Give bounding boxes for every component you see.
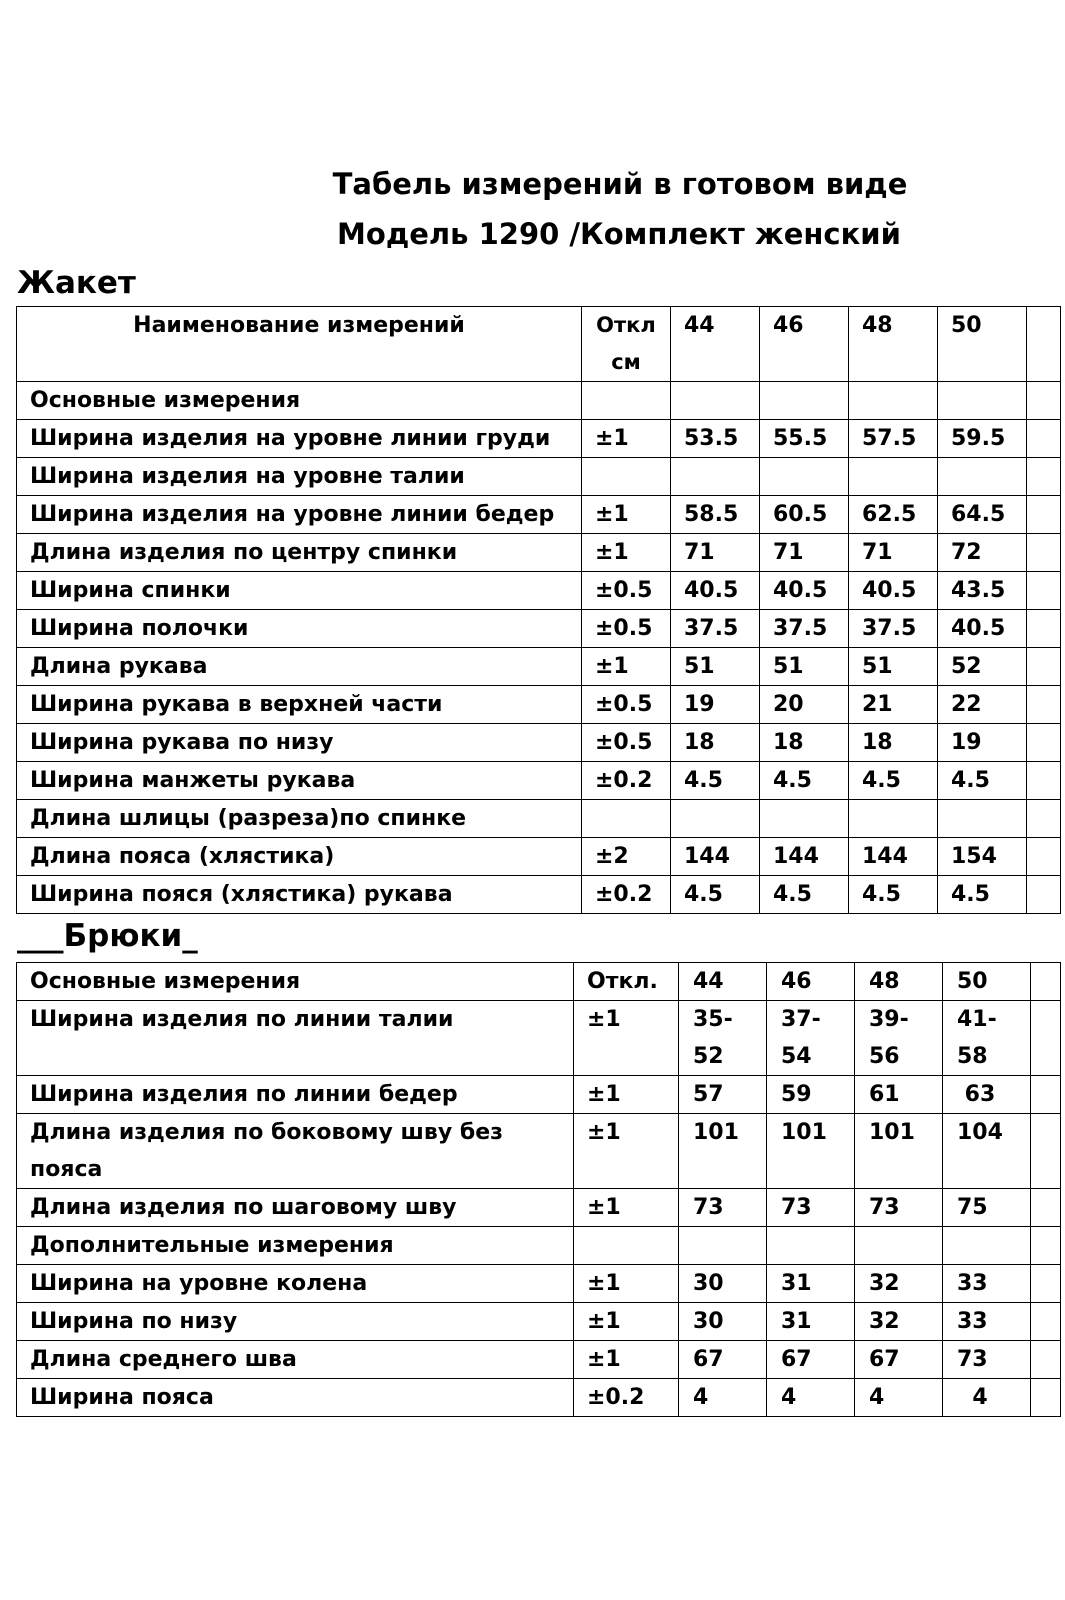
size-value: 144: [849, 838, 938, 876]
table-row: [17, 420, 1061, 458]
tolerance-cell: ±1: [582, 496, 671, 534]
tolerance-cell: ±1: [574, 1341, 679, 1379]
size-value: 51: [849, 648, 938, 686]
size-value: 71: [671, 534, 760, 572]
table-row: [17, 458, 1061, 496]
measurement-name: Длина изделия по боковому шву без пояса: [17, 1114, 574, 1189]
tolerance-cell: [574, 1227, 679, 1265]
size-value: 58.5: [671, 496, 760, 534]
size-header: 48: [855, 963, 943, 1001]
measurement-name: Ширина рукава по низу: [17, 724, 582, 762]
measurement-name: Длина среднего шва: [17, 1341, 574, 1379]
measurement-name: Ширина изделия по линии бедер: [17, 1076, 574, 1114]
size-header: 50: [943, 963, 1031, 1001]
blank-column: [1031, 1265, 1061, 1303]
size-value: [671, 458, 760, 496]
size-value: 154: [938, 838, 1027, 876]
size-value: 144: [760, 838, 849, 876]
size-value: 67: [855, 1341, 943, 1379]
size-value: [943, 1227, 1031, 1265]
size-value: 19: [671, 686, 760, 724]
size-value: 67: [679, 1341, 767, 1379]
blank-column: [1027, 724, 1061, 762]
size-value: 60.5: [760, 496, 849, 534]
size-value: [767, 1227, 855, 1265]
section-jacket-label: Жакет: [17, 265, 136, 301]
tolerance-cell: ±1: [582, 648, 671, 686]
size-value: [760, 800, 849, 838]
blank-column: [1027, 458, 1061, 496]
size-value: 75: [943, 1189, 1031, 1227]
size-value: 32: [855, 1265, 943, 1303]
measurement-name: Длина пояса (хлястика): [17, 838, 582, 876]
size-value: 33: [943, 1265, 1031, 1303]
blank-column: [1031, 1114, 1061, 1189]
size-value: 18: [849, 724, 938, 762]
blank-column: [1027, 800, 1061, 838]
blank-column: [1027, 420, 1061, 458]
size-value: 4: [679, 1379, 767, 1417]
size-value: 19: [938, 724, 1027, 762]
size-value: 18: [760, 724, 849, 762]
size-value: 35- 52: [679, 1001, 767, 1076]
table-row: [17, 876, 1061, 914]
size-header: 46: [760, 307, 849, 382]
blank-column: [1027, 610, 1061, 648]
table-row: [17, 1227, 1061, 1265]
size-value: 4: [767, 1379, 855, 1417]
tolerance-cell: ±0.5: [582, 572, 671, 610]
blank-column: [1027, 648, 1061, 686]
table-row: [17, 838, 1061, 876]
size-value: 37.5: [849, 610, 938, 648]
blank-column: [1031, 963, 1061, 1001]
tolerance-header-line2: см: [611, 350, 641, 374]
column-header-name: Основные измерения: [17, 963, 574, 1001]
tolerance-cell: ±0.5: [582, 686, 671, 724]
measurement-name: Ширина на уровне колена: [17, 1265, 574, 1303]
size-value: 64.5: [938, 496, 1027, 534]
table-row: [17, 1379, 1061, 1417]
size-value: 37.5: [760, 610, 849, 648]
size-value: [938, 458, 1027, 496]
size-value: 4.5: [938, 876, 1027, 914]
measurement-name: Длина рукава: [17, 648, 582, 686]
pants-header-row: [17, 963, 1061, 1001]
size-value: [849, 382, 938, 420]
tolerance-cell: ±1: [574, 1303, 679, 1341]
size-value: 40.5: [849, 572, 938, 610]
table-row: [17, 800, 1061, 838]
blank-column: [1027, 686, 1061, 724]
size-value: 53.5: [671, 420, 760, 458]
jacket-header-row: [17, 307, 1061, 382]
size-value: 73: [943, 1341, 1031, 1379]
size-value: 4.5: [938, 762, 1027, 800]
size-value: 73: [767, 1189, 855, 1227]
size-value: 4.5: [671, 762, 760, 800]
blank-column: [1027, 762, 1061, 800]
size-value: 32: [855, 1303, 943, 1341]
size-value: 67: [767, 1341, 855, 1379]
size-header: 44: [671, 307, 760, 382]
size-value: 40.5: [760, 572, 849, 610]
blank-column: [1031, 1303, 1061, 1341]
table-row: [17, 382, 1061, 420]
size-value: 73: [855, 1189, 943, 1227]
size-header: 44: [679, 963, 767, 1001]
size-value: 40.5: [671, 572, 760, 610]
tolerance-cell: ±1: [582, 534, 671, 572]
size-value: 43.5: [938, 572, 1027, 610]
pants-measurements-table: [16, 962, 1061, 1417]
size-value: 41- 58: [943, 1001, 1031, 1076]
blank-column: [1031, 1189, 1061, 1227]
size-value: 71: [849, 534, 938, 572]
measurement-name: Дополнительные измерения: [17, 1227, 574, 1265]
tolerance-cell: ±0.5: [582, 724, 671, 762]
column-header-tolerance: Откл.: [574, 963, 679, 1001]
size-value: 57.5: [849, 420, 938, 458]
size-value: 4: [855, 1379, 943, 1417]
size-value: 4: [943, 1379, 1031, 1417]
size-value: 21: [849, 686, 938, 724]
table-row: [17, 648, 1061, 686]
size-value: [671, 382, 760, 420]
measurement-name: Ширина по низу: [17, 1303, 574, 1341]
size-header: 46: [767, 963, 855, 1001]
measurement-name: Ширина изделия на уровне линии бедер: [17, 496, 582, 534]
size-value: 59.5: [938, 420, 1027, 458]
measurement-name: Ширина пояса: [17, 1379, 574, 1417]
table-row: [17, 572, 1061, 610]
size-value: 4.5: [671, 876, 760, 914]
tolerance-cell: ±1: [574, 1189, 679, 1227]
size-value: 37- 54: [767, 1001, 855, 1076]
measurement-name: Ширина рукава в верхней части: [17, 686, 582, 724]
size-value: [938, 800, 1027, 838]
size-value: 101: [855, 1114, 943, 1189]
measurement-name: Ширина пояся (хлястика) рукава: [17, 876, 582, 914]
doc-title: Табель измерений в готовом виде: [332, 167, 908, 201]
tolerance-cell: [582, 800, 671, 838]
blank-column: [1031, 1379, 1061, 1417]
size-value: [849, 458, 938, 496]
blank-column: [1027, 307, 1061, 382]
measurement-name: Длина изделия по центру спинки: [17, 534, 582, 572]
measurement-name: Ширина изделия по линии талии: [17, 1001, 574, 1076]
table-row: [17, 1189, 1061, 1227]
size-value: 30: [679, 1303, 767, 1341]
measurement-name: Ширина спинки: [17, 572, 582, 610]
tolerance-cell: ±1: [574, 1001, 679, 1076]
size-value: 104: [943, 1114, 1031, 1189]
size-value: 72: [938, 534, 1027, 572]
size-value: 31: [767, 1303, 855, 1341]
blank-column: [1031, 1341, 1061, 1379]
size-value: 52: [938, 648, 1027, 686]
size-value: [760, 458, 849, 496]
measurement-name: Ширина изделия на уровне талии: [17, 458, 582, 496]
table-row: [17, 1076, 1061, 1114]
blank-column: [1027, 496, 1061, 534]
measurement-name: Длина изделия по шаговому шву: [17, 1189, 574, 1227]
tolerance-cell: ±0.2: [582, 876, 671, 914]
tolerance-cell: ±1: [574, 1265, 679, 1303]
tolerance-cell: ±1: [574, 1076, 679, 1114]
table-row: [17, 1341, 1061, 1379]
tolerance-header-line1: Откл: [596, 313, 656, 337]
size-header: 50: [938, 307, 1027, 382]
jacket-measurements-table: [16, 306, 1061, 914]
blank-column: [1031, 1227, 1061, 1265]
tolerance-cell: ±0.2: [582, 762, 671, 800]
tolerance-cell: ±1: [582, 420, 671, 458]
table-row: [17, 534, 1061, 572]
size-value: 39- 56: [855, 1001, 943, 1076]
tolerance-cell: ±2: [582, 838, 671, 876]
size-value: 71: [760, 534, 849, 572]
table-row: [17, 1001, 1061, 1076]
size-value: 63: [943, 1076, 1031, 1114]
size-value: [679, 1227, 767, 1265]
size-value: [671, 800, 760, 838]
column-header-tolerance: [582, 307, 671, 382]
size-value: 55.5: [760, 420, 849, 458]
table-row: [17, 724, 1061, 762]
blank-column: [1027, 876, 1061, 914]
blank-column: [1031, 1076, 1061, 1114]
blank-column: [1027, 382, 1061, 420]
size-value: 20: [760, 686, 849, 724]
measurement-name: Основные измерения: [17, 382, 582, 420]
size-value: 37.5: [671, 610, 760, 648]
size-value: 4.5: [760, 876, 849, 914]
blank-column: [1027, 534, 1061, 572]
size-value: 51: [760, 648, 849, 686]
size-value: [849, 800, 938, 838]
blank-column: [1027, 572, 1061, 610]
table-row: [17, 1303, 1061, 1341]
tolerance-cell: [582, 382, 671, 420]
table-row: [17, 1265, 1061, 1303]
size-value: 62.5: [849, 496, 938, 534]
size-value: [938, 382, 1027, 420]
measurement-name: Ширина полочки: [17, 610, 582, 648]
size-value: [855, 1227, 943, 1265]
size-value: 101: [679, 1114, 767, 1189]
table-row: [17, 762, 1061, 800]
blank-column: [1031, 1001, 1061, 1076]
size-value: 40.5: [938, 610, 1027, 648]
table-row: [17, 1114, 1061, 1189]
table-row: [17, 496, 1061, 534]
tolerance-cell: [582, 458, 671, 496]
tolerance-cell: ±0.5: [582, 610, 671, 648]
size-value: 73: [679, 1189, 767, 1227]
measurement-name: Ширина изделия на уровне линии груди: [17, 420, 582, 458]
doc-subtitle: Модель 1290 /Комплект женский: [337, 217, 901, 251]
size-value: 4.5: [849, 876, 938, 914]
measurement-name: Ширина манжеты рукава: [17, 762, 582, 800]
size-value: 4.5: [760, 762, 849, 800]
size-value: 18: [671, 724, 760, 762]
size-value: 31: [767, 1265, 855, 1303]
size-header: 48: [849, 307, 938, 382]
measurement-name: Длина шлицы (разреза)по спинке: [17, 800, 582, 838]
tolerance-cell: ±0.2: [574, 1379, 679, 1417]
size-value: 22: [938, 686, 1027, 724]
size-value: [760, 382, 849, 420]
column-header-name: Наименование измерений: [17, 307, 582, 382]
size-value: 30: [679, 1265, 767, 1303]
size-value: 4.5: [849, 762, 938, 800]
size-value: 144: [671, 838, 760, 876]
size-value: 57: [679, 1076, 767, 1114]
size-value: 51: [671, 648, 760, 686]
size-value: 33: [943, 1303, 1031, 1341]
size-value: 61: [855, 1076, 943, 1114]
blank-column: [1027, 838, 1061, 876]
size-value: 101: [767, 1114, 855, 1189]
size-value: 59: [767, 1076, 855, 1114]
section-pants-label: ___Брюки_: [17, 918, 198, 954]
table-row: [17, 610, 1061, 648]
table-row: [17, 686, 1061, 724]
tolerance-cell: ±1: [574, 1114, 679, 1189]
